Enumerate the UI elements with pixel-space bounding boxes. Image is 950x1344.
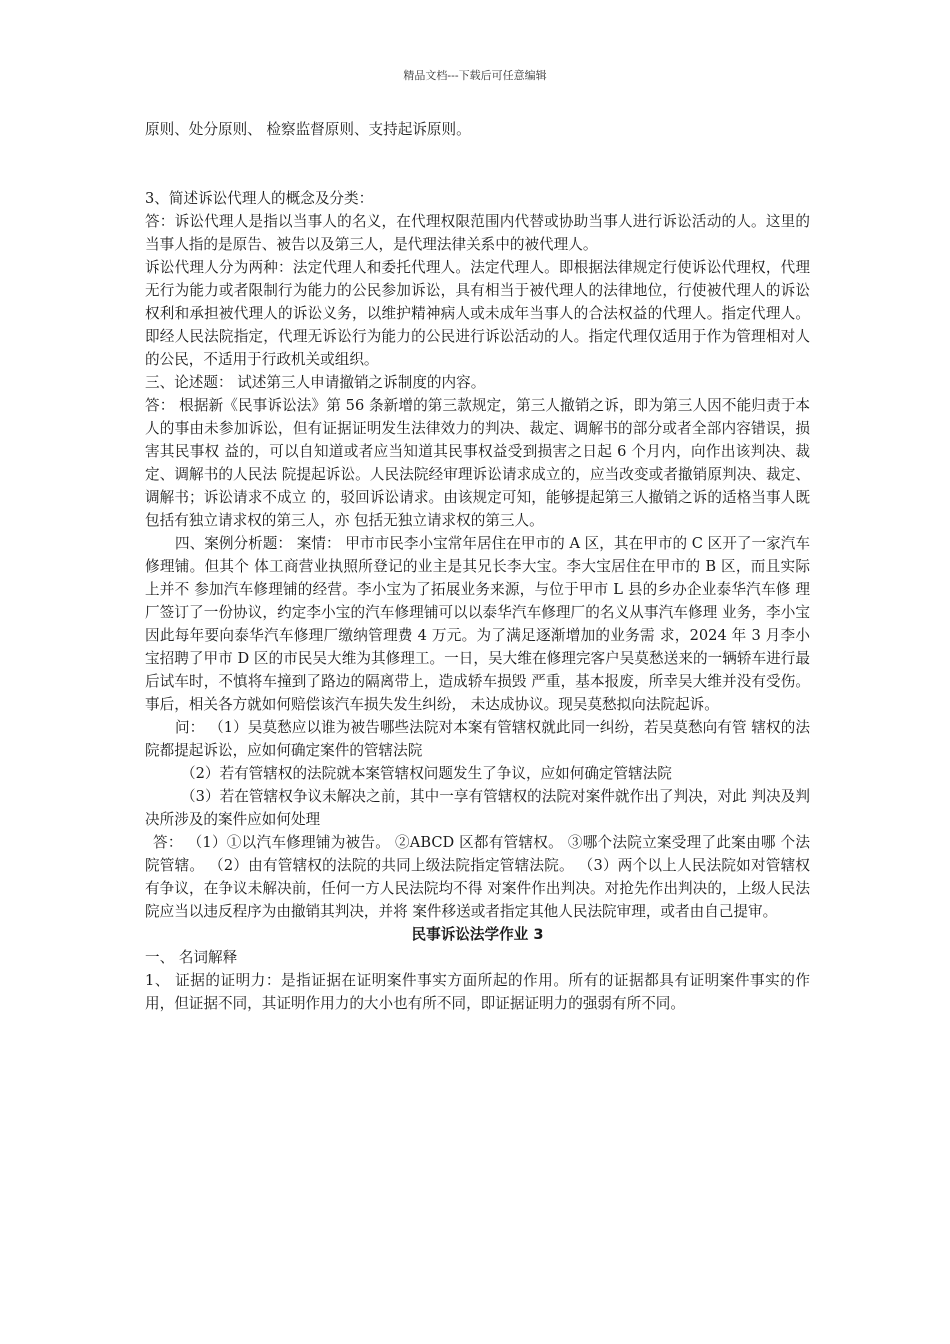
case-question-1: 问： （1）吴莫愁应以谁为被告哪些法院对本案有管辖权就此同一纠纷，若吴莫愁向有管 辖权的法院都提起诉讼，应如何确定案件的管辖法院 (145, 719, 810, 759)
section-terms-heading: 一、 名词解释 (145, 949, 238, 966)
essay-answer: 答： 根据新《民事诉讼法》第 56 条新增的第三款规定，第三人撤销之诉，即为第三人因不能归责于本人的事由未参加诉讼，但有证据证明发生法律效力的判决、裁定、调解书的部分或者全部内容错误，损害其民事权 益的，可以自知道或者应当知道其民事权益受到损害之日起 6 个月内，向作出该判决、裁定、调解书的人民法 院提起诉讼。人民法院经审理诉讼请求成立的，应当改变或者撤销原判决、裁定、调解书；诉讼请求不成立 的，驳回诉讼请求。由该规定可知，能够提起第三人撤销之诉的适格当事人既包括有独立请求权的第三人，亦 包括无独立请求权的第三人。 (145, 397, 810, 529)
case-analysis: 四、案例分析题： 案情： 甲市市民李小宝常年居住在甲市的 A 区，其在甲市的 C 区开了一家汽车修理铺。但其个 体工商营业执照所登记的业主是其兄长李大宝。李大宝居住在甲市的 B 区，而且实际上并不 参加汽车修理铺的经营。李小宝为了拓展业务来源，与位于甲市 L 县的乡办企业泰华汽车修 理厂签订了一份协议，约定李小宝的汽车修理铺可以以泰华汽车修理厂的名义从事汽车修理 业务，李小宝因此每年要向泰华汽车修理厂缴纳管理费 4 万元。为了满足逐渐增加的业务需 求，2024 年 3 月李小宝招聘了甲市 D 区的市民吴大维为其修理工。一日，吴大维在修理完客户吴莫愁送来的一辆轿车进行最后试车时，不慎将车撞到了路边的隔离带上，造成轿车损毁 严重，基本报废，所幸吴大维并没有受伤。事后，相关各方就如何赔偿该汽车损失发生纠纷， 未达成协议。现吴莫愁拟向法院起诉。 (145, 535, 810, 713)
question-3-classification: 诉讼代理人分为两种：法定代理人和委托代理人。法定代理人。即根据法律规定行使诉讼代理权，代理无行为能力或者限制行为能力的公民参加诉讼，具有相当于被代理人的法律地位，行使被代理人的诉讼权利和承担被代理人的诉讼义务，以维护精神病人或未成年当事人的合法权益的代理人。指定代理人。即经人民法院指定，代理无诉讼行为能力的公民进行诉讼活动的人。指定代理仅适用于作为管理相对人的公民，不适用于行政机关或组织。 (145, 259, 810, 368)
spacer (145, 141, 810, 187)
question-3-heading: 3、简述诉讼代理人的概念及分类： (145, 190, 374, 207)
term-1-definition: 1、 证据的证明力：是指证据在证明案件事实方面所起的作用。所有的证据都具有证明案件事实的作用，但证据不同，其证明作用力的大小也有所不同，即证据证明力的强弱有所不同。 (145, 972, 810, 1012)
essay-heading: 三、论述题： 试述第三人申请撤销之诉制度的内容。 (145, 374, 486, 391)
case-question-3: （3）若在管辖权争议未解决之前，其中一享有管辖权的法院对案件就作出了判决，对此 判决及判决所涉及的案件应如何处理 (145, 788, 810, 828)
document-body (145, 118, 810, 1015)
paragraph-principles: 原则、处分原则、 检察监督原则、支持起诉原则。 (145, 121, 471, 138)
page-header: 精品文档---下载后可任意编辑 (403, 69, 547, 82)
assignment-title: 民事诉讼法学作业 3 (411, 926, 544, 943)
question-3-answer: 答：诉讼代理人是指以当事人的名义，在代理权限范围内代替或协助当事人进行诉讼活动的人。这里的当事人指的是原告、被告以及第三人，是代理法律关系中的被代理人。 (145, 213, 810, 253)
case-question-2: （2）若有管辖权的法院就本案管辖权问题发生了争议，应如何确定管辖法院 (181, 765, 672, 782)
case-answer: 答： （1）①以汽车修理铺为被告。 ②ABCD 区都有管辖权。 ③哪个法院立案受理了此案由哪 个法院管辖。 （2）由有管辖权的法院的共同上级法院指定管辖法院。 （3）两个以上人民法院如对管辖权有争议，在争议未解决前，任何一方人民法院均不得 对案件作出判决。对抢先作出判决的，上级人民法院应当以违反程序为由撤销其判决，并将 案件移送或者指定其他人民法院审理，或者由自己提审。 (145, 834, 810, 920)
